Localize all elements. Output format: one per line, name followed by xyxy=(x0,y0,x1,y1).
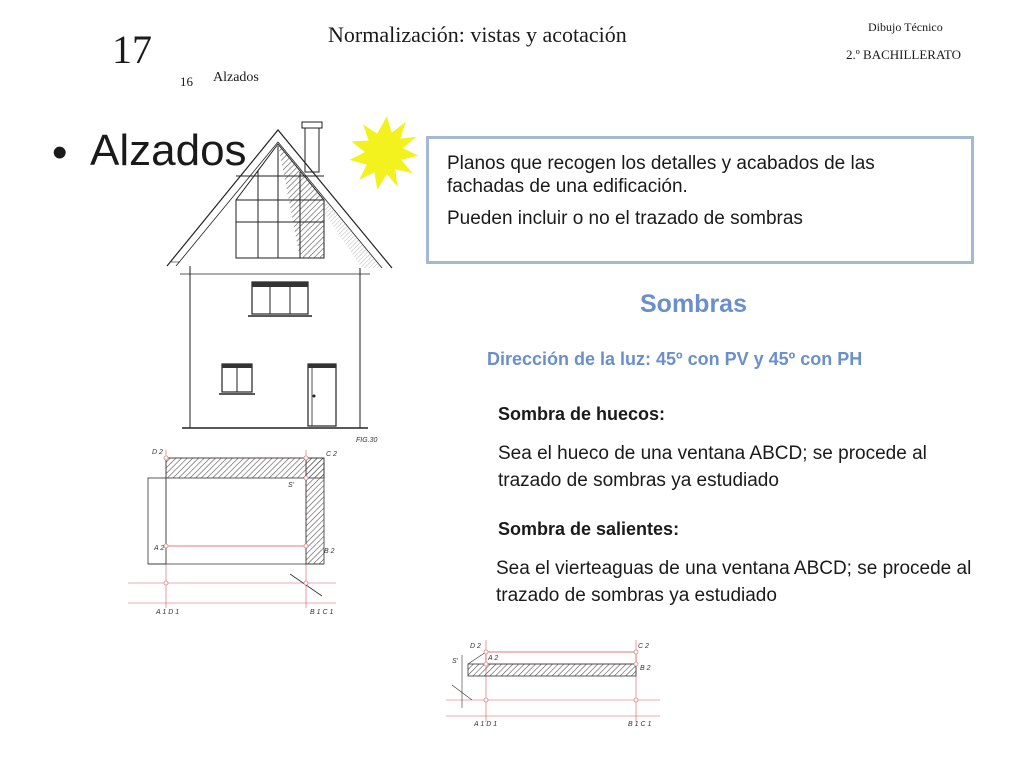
diagram1-label-b2: B 2 xyxy=(324,548,335,555)
bullet-point: • xyxy=(52,128,68,177)
projections-heading: Sombra de salientes: xyxy=(498,519,680,539)
diagram1-label-a1d1: A 1 D 1 xyxy=(156,609,180,616)
course-label: 2.º BACHILLERATO xyxy=(846,47,962,62)
diagram2-label-d2: D 2 xyxy=(470,643,481,650)
definition-box xyxy=(426,136,974,264)
section-heading: Alzados xyxy=(90,126,247,175)
fig-label: FIG.30 xyxy=(356,437,378,444)
subject-label: Dibujo Técnico xyxy=(868,20,943,34)
diagram1-label-a2: A 2 xyxy=(154,545,165,552)
chapter-number: 17 xyxy=(112,27,152,72)
openings-heading: Sombra de huecos: xyxy=(498,404,666,424)
shadows-title: Sombras xyxy=(640,290,747,318)
diagram2-label-a1d1: A 1 D 1 xyxy=(474,721,498,728)
sill-shadow-diagram xyxy=(446,640,660,722)
diagram1-label-c2: C 2 xyxy=(326,451,337,458)
section-number: 16 xyxy=(180,74,193,89)
light-direction: Dirección de la luz: 45º con PV y 45º con PH xyxy=(487,349,863,369)
diagram2-label-s: S' xyxy=(452,658,459,665)
diagram1-label-d2: D 2 xyxy=(152,449,163,456)
section-title: Alzados xyxy=(213,70,259,85)
window-shadow-diagram xyxy=(128,450,336,608)
projections-text: Sea el vierteaguas de una ventana ABCD; se procede al trazado de sombras ya estudiado xyxy=(496,558,972,606)
diagram1-label-b1c1: B 1 C 1 xyxy=(310,609,334,616)
sun-icon xyxy=(348,115,420,191)
definition-text: Planos que recogen los detalles y acabados de las fachadas de una edificación. xyxy=(447,153,875,197)
shadows-note: Pueden incluir o no el trazado de sombras xyxy=(447,208,803,229)
page-title: Normalización: vistas y acotación xyxy=(328,22,627,47)
diagram2-label-b2: B 2 xyxy=(640,665,651,672)
diagram2-label-a2: A 2 xyxy=(488,655,499,662)
openings-text: Sea el hueco de una ventana ABCD; se procede al trazado de sombras ya estudiado xyxy=(498,443,927,491)
diagram1-label-s: S' xyxy=(288,482,295,489)
diagram2-label-c2: C 2 xyxy=(638,643,649,650)
diagram2-label-b1c1: B 1 C 1 xyxy=(628,721,652,728)
